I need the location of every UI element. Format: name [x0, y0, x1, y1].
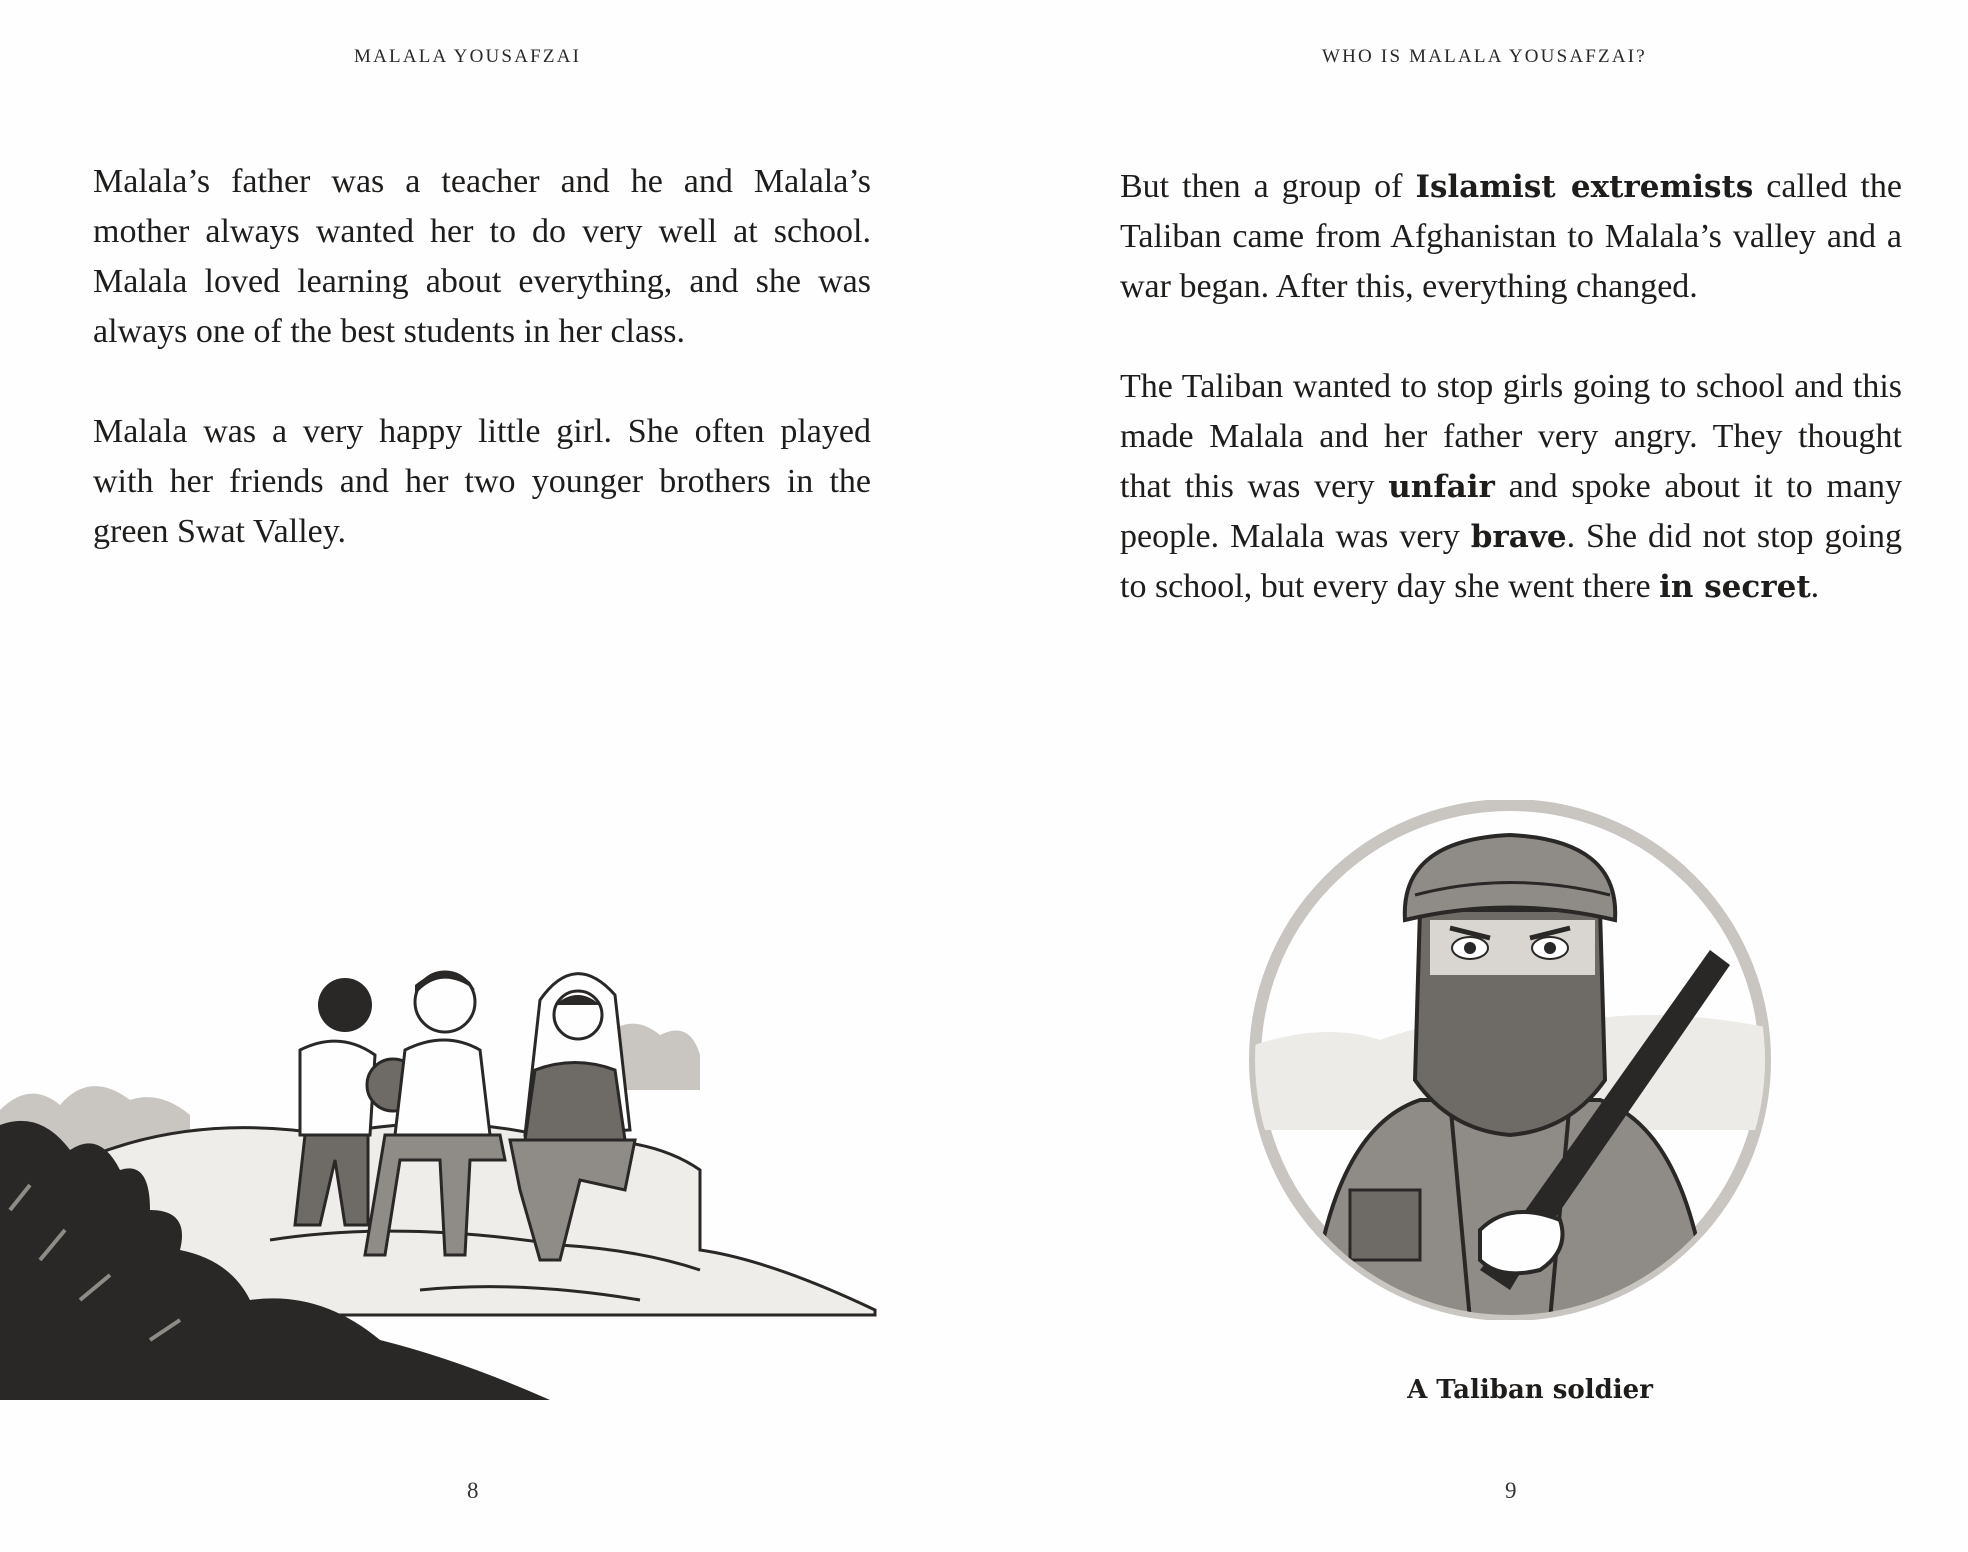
glossary-term: Islamist extremists: [1415, 169, 1754, 205]
running-header-left: MALALA YOUSAFZAI: [354, 46, 582, 67]
paragraph: Malala was a very happy little girl. She often played with her friends and her two younger brothers in the green Swat Valley.: [93, 413, 871, 550]
left-body-text: [93, 157, 871, 607]
page-number-left: 8: [467, 1478, 479, 1503]
paragraph: Malala’s father was a teacher and he and Malala’s mother always wanted her to do very well at school. Malala loved learning about everything, and she was always one of the best students in her class.: [93, 163, 871, 350]
running-header-right: WHO IS MALALA YOUSAFZAI?: [1322, 46, 1647, 67]
glossary-term: brave: [1470, 519, 1567, 555]
taliban-soldier-portrait-illustration: [1240, 800, 1780, 1320]
paragraph: The Taliban wanted to stop girls going to school and this made Malala and her father very angry. They thought that this was very unfair and spoke about it to many people. Malala was very brave. She did not stop going to school, but every day she went there in secret.: [1120, 368, 1902, 605]
illustration-caption: A Taliban soldier: [1407, 1375, 1653, 1405]
right-page: [1030, 0, 1968, 1552]
right-body-text: [1120, 162, 1902, 662]
paragraph: But then a group of Islamist extremists called the Taliban came from Afghanistan to Malala’s valley and a war began. After this, everything changed.: [1120, 168, 1903, 305]
children-on-hillside-illustration: [0, 960, 880, 1410]
page-number-right: 9: [1505, 1478, 1517, 1503]
glossary-term: unfair: [1388, 469, 1495, 505]
glossary-term: in secret: [1659, 569, 1811, 605]
